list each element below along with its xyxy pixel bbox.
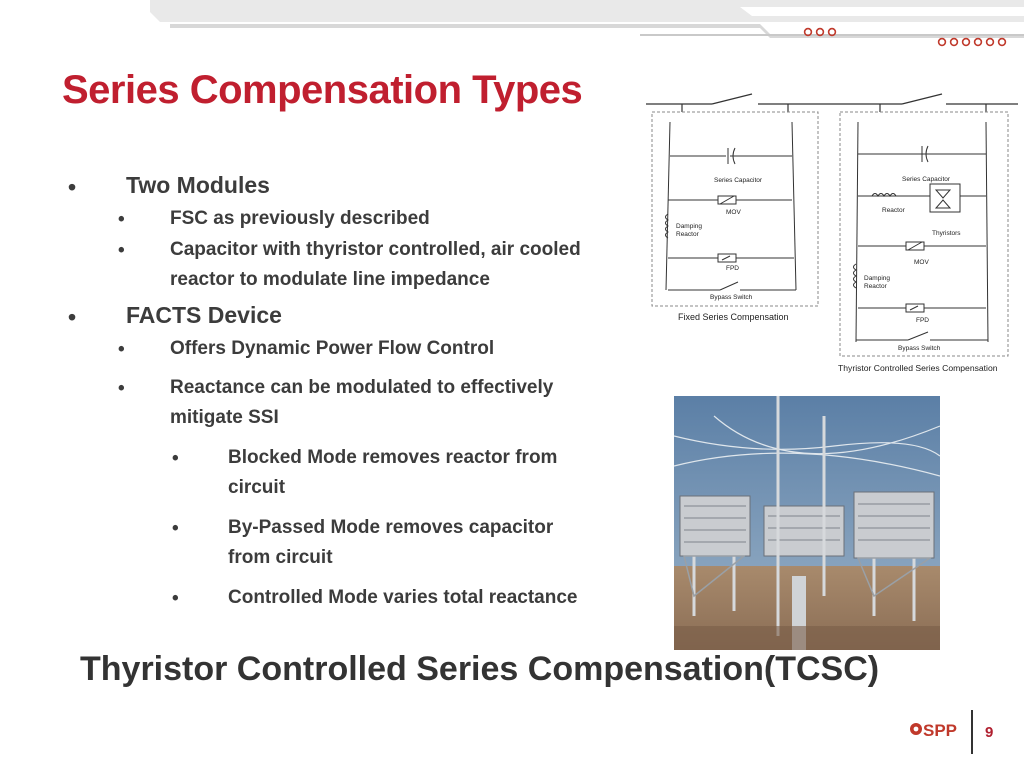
bullet-text-level-1: FACTS Device	[126, 302, 282, 328]
bullet-marker: •	[118, 209, 125, 230]
tcsc-diagram	[838, 112, 1008, 373]
bullet-marker: •	[68, 304, 77, 330]
fsc-diagram	[652, 112, 818, 322]
slide-title: Series Compensation Types	[62, 68, 583, 112]
bullet-text-level-3: By-Passed Mode removes capacitor	[228, 517, 554, 538]
bullet-text-level-2: Reactance can be modulated to effectively	[170, 377, 554, 398]
bullet-text-level-3: Blocked Mode removes reactor from	[228, 447, 558, 468]
tcsc-bypass-switch-label: Bypass Switch	[898, 345, 941, 352]
tcsc-installation-photo	[674, 396, 940, 650]
svg-text:SPP: SPP	[923, 721, 958, 740]
bullet-text-level-2: FSC as previously described	[170, 208, 430, 229]
bullet-marker: •	[118, 378, 125, 399]
tcsc-mov-label: MOV	[914, 259, 929, 266]
slide-subtitle: Thyristor Controlled Series Compensation(TCSC)	[80, 650, 880, 688]
bullet-text-level-2: Capacitor with thyristor controlled, air cooled	[170, 239, 581, 260]
transmission-line	[646, 94, 1018, 112]
bullet-text-level-3: circuit	[228, 477, 286, 498]
fsc-mov-label: MOV	[726, 209, 741, 216]
bullet-text-level-3: from circuit	[228, 547, 333, 568]
tcsc-thyristors-label: Thyristors	[932, 230, 961, 237]
bullet-marker: •	[118, 240, 125, 261]
fsc-caption: Fixed Series Compensation	[678, 312, 789, 322]
circuit-diagrams	[640, 86, 1024, 376]
fsc-bypass-switch-label: Bypass Switch	[710, 294, 753, 301]
tcsc-reactor-label: Reactor	[882, 207, 905, 214]
bullet-text-level-2: mitigate SSI	[170, 407, 279, 428]
tcsc-reactor2-label: Reactor	[864, 283, 887, 290]
tcsc-fpd-label: FPD	[916, 317, 929, 324]
bullet-text-level-3: Controlled Mode varies total reactance	[228, 587, 578, 608]
fsc-series-capacitor-label: Series Capacitor	[714, 177, 763, 184]
bullet-text-level-1: Two Modules	[126, 172, 270, 198]
tcsc-series-capacitor-label: Series Capacitor	[902, 176, 951, 183]
bullet-marker: •	[68, 174, 77, 200]
spp-logo	[908, 716, 964, 742]
bullet-marker: •	[172, 588, 179, 609]
fsc-fpd-label: FPD	[726, 265, 739, 272]
footer-divider	[971, 710, 973, 754]
circle-ornament-right	[939, 39, 1006, 46]
bullet-marker: •	[172, 448, 179, 469]
fsc-damping-label: Damping	[676, 223, 703, 230]
bullet-text-level-2: reactor to modulate line impedance	[170, 269, 490, 290]
bullet-marker: •	[172, 518, 179, 539]
page-number: 9	[985, 724, 994, 741]
bullet-marker: •	[118, 339, 125, 360]
bullet-text-level-2: Offers Dynamic Power Flow Control	[170, 338, 495, 359]
tcsc-damping-label: Damping	[864, 275, 891, 282]
tcsc-caption: Thyristor Controlled Series Compensation	[838, 363, 998, 373]
fsc-reactor-label: Reactor	[676, 231, 699, 238]
